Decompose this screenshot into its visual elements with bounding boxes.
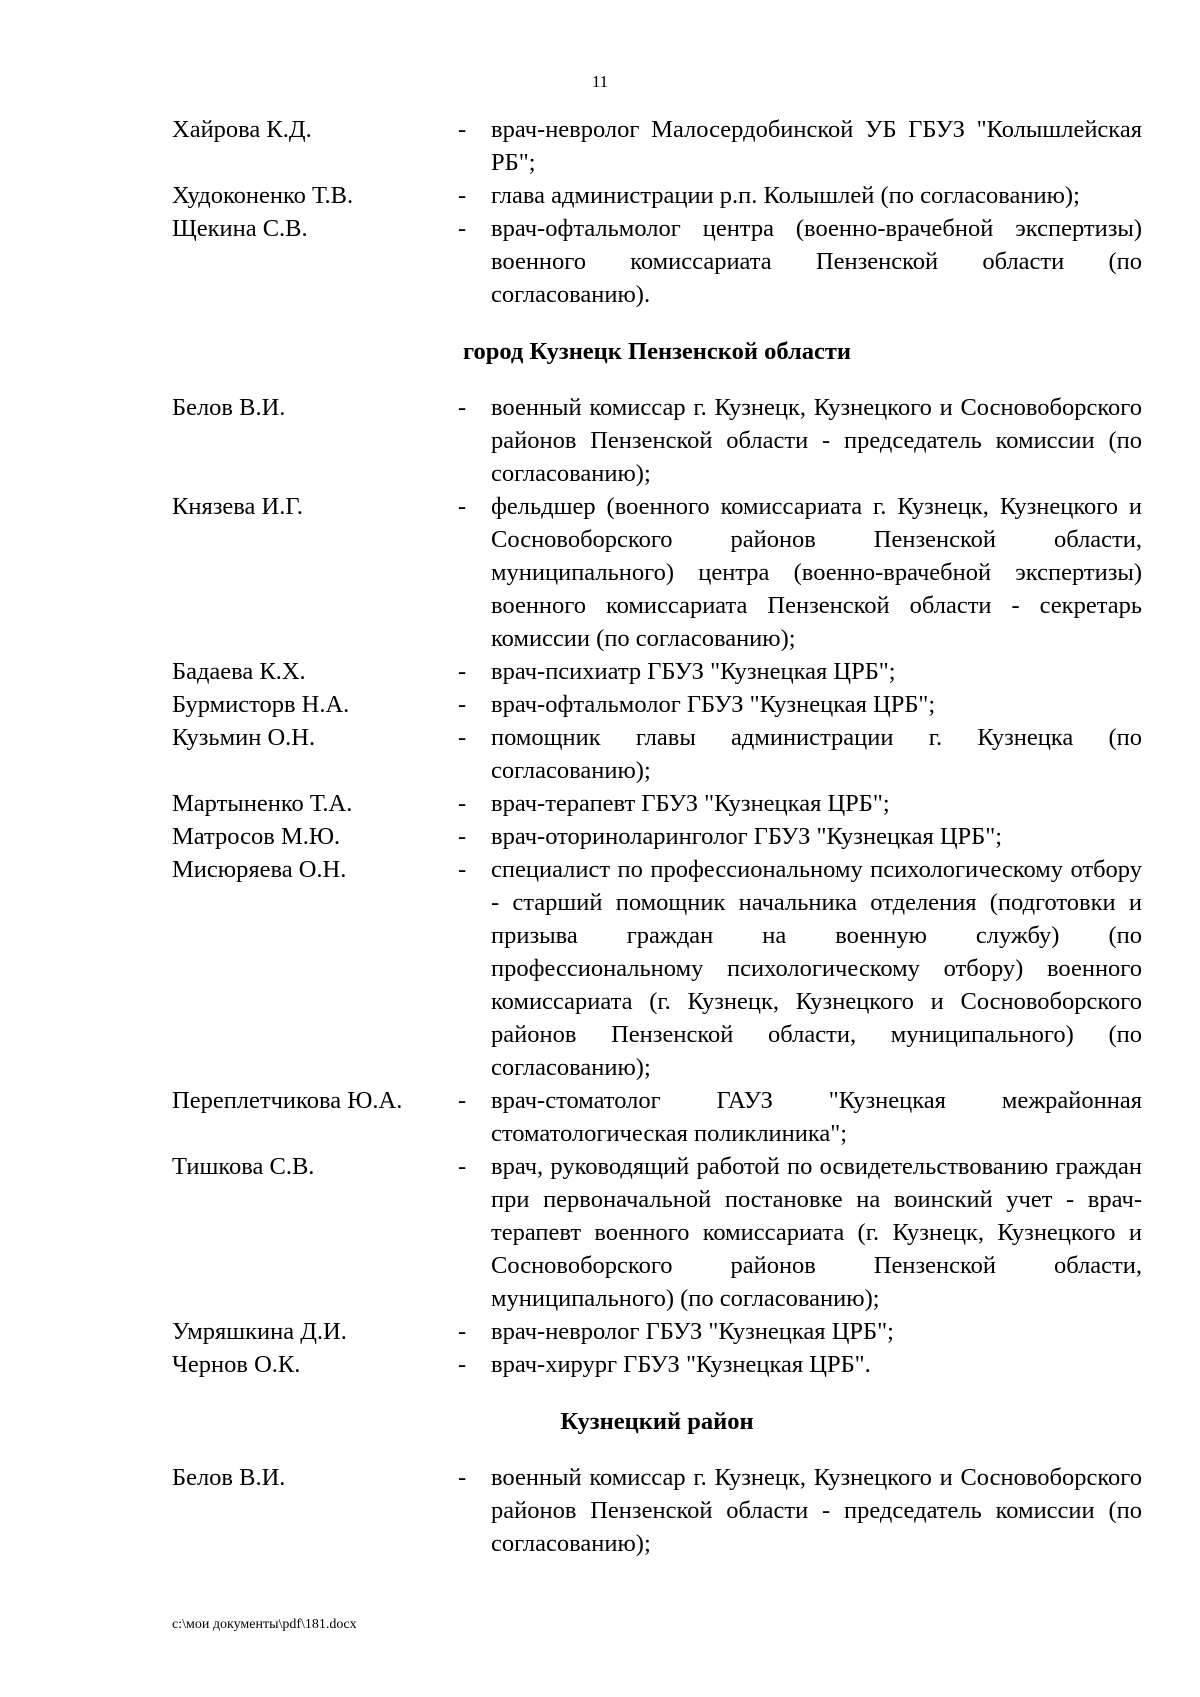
member-name: Хайрова К.Д. (172, 116, 312, 143)
section-heading: город Кузнецк Пензенской области (462, 338, 851, 365)
member-entry (172, 721, 1142, 787)
member-position: врач-офтальмолог центра (военно-врачебной экспертизы) военного комиссариата Пензенской области (по согласованию). (491, 215, 1142, 308)
dash-separator: - (458, 1087, 467, 1114)
member-name: Умряшкина Д.И. (172, 1318, 347, 1345)
member-entry (172, 853, 1142, 1084)
member-entry (172, 113, 1142, 179)
member-position: врач-оториноларинголог ГБУЗ "Кузнецкая ЦРБ"; (491, 823, 1003, 850)
dash-separator: - (458, 493, 467, 520)
member-entry (172, 212, 1142, 311)
dash-separator: - (458, 856, 467, 883)
member-name: Чернов О.К. (172, 1351, 301, 1378)
member-name: Мартыненко Т.А. (172, 790, 353, 817)
member-position: помощник главы администрации г. Кузнецка (по согласованию); (491, 724, 1142, 784)
page-number: 11 (591, 72, 609, 91)
dash-separator: - (458, 1318, 467, 1345)
member-position: военный комиссар г. Кузнецк, Кузнецкого и Сосновоборского районов Пензенской области - председатель комиссии (по согласованию); (491, 394, 1142, 487)
member-entry (172, 1150, 1142, 1315)
member-name: Худоконенко Т.В. (172, 182, 354, 209)
member-entry (172, 787, 1142, 820)
dash-separator: - (458, 823, 467, 850)
member-entry (172, 1461, 1142, 1560)
member-entry (172, 820, 1142, 853)
member-name: Тишкова С.В. (172, 1153, 315, 1180)
member-name: Кузьмин О.Н. (172, 724, 316, 751)
member-entry (172, 391, 1142, 490)
member-name: Белов В.И. (172, 394, 286, 421)
member-name: Бадаева К.Х. (172, 658, 306, 685)
member-position: врач, руководящий работой по освидетельствованию граждан при первоначальной постановке на воинский учет - врач-терапевт военного комиссариата (г. Кузнецк, Кузнецкого и Сосновоборского районов Пензенской области, муниципального) (по согласованию); (491, 1153, 1142, 1312)
member-entry (172, 1348, 1142, 1381)
dash-separator: - (458, 691, 467, 718)
dash-separator: - (458, 658, 467, 685)
dash-separator: - (458, 182, 467, 209)
member-position: врач-стоматолог ГАУЗ "Кузнецкая межрайонная стоматологическая поликлиника"; (491, 1087, 1142, 1147)
dash-separator: - (458, 116, 467, 143)
member-position: врач-невролог ГБУЗ "Кузнецкая ЦРБ"; (491, 1318, 894, 1345)
footer-file-path: c:\мои документы\pdf\181.docx (172, 1617, 357, 1632)
member-entry (172, 1084, 1142, 1150)
dash-separator: - (458, 1464, 467, 1491)
member-name: Бурмисторв Н.А. (172, 691, 350, 718)
member-entry (172, 179, 1142, 212)
member-name: Матросов М.Ю. (172, 823, 341, 850)
dash-separator: - (458, 1153, 467, 1180)
member-name: Щекина С.В. (172, 215, 308, 242)
member-name: Белов В.И. (172, 1464, 286, 1491)
member-entry (172, 655, 1142, 688)
member-position: врач-психиатр ГБУЗ "Кузнецкая ЦРБ"; (491, 658, 896, 685)
member-position: специалист по профессиональному психологическому отбору - старший помощник начальника отделения (подготовки и призыва граждан на военную службу) (по профессиональному психологическому отбору) военного комиссариата (г. Кузнецк, Кузнецкого и Сосновоборского районов Пензенской области, муниципального) (по согласованию); (491, 856, 1142, 1081)
commission-list (172, 113, 1142, 1560)
member-entry (172, 490, 1142, 655)
member-name: Князева И.Г. (172, 493, 303, 520)
dash-separator: - (458, 790, 467, 817)
dash-separator: - (458, 215, 467, 242)
section-heading: Кузнецкий район (560, 1408, 754, 1435)
member-position: врач-хирург ГБУЗ "Кузнецкая ЦРБ". (491, 1351, 871, 1378)
member-position: врач-невролог Малосердобинской УБ ГБУЗ "Колышлейская РБ"; (491, 116, 1142, 176)
member-entry (172, 1315, 1142, 1348)
member-position: врач-терапевт ГБУЗ "Кузнецкая ЦРБ"; (491, 790, 890, 817)
member-position: глава администрации р.п. Колышлей (по согласованию); (491, 182, 1080, 209)
dash-separator: - (458, 1351, 467, 1378)
dash-separator: - (458, 724, 467, 751)
member-entry (172, 688, 1142, 721)
member-position: врач-офтальмолог ГБУЗ "Кузнецкая ЦРБ"; (491, 691, 936, 718)
member-position: фельдшер (военного комиссариата г. Кузнецк, Кузнецкого и Сосновоборского районов Пензенской области, муниципального) центра (военно-врачебной экспертизы) военного комиссариата Пензенской области - секретарь комиссии (по согласованию); (491, 493, 1142, 652)
dash-separator: - (458, 394, 467, 421)
member-position: военный комиссар г. Кузнецк, Кузнецкого и Сосновоборского районов Пензенской области - председатель комиссии (по согласованию); (491, 1464, 1142, 1557)
member-name: Переплетчикова Ю.А. (172, 1087, 403, 1114)
member-name: Мисюряева О.Н. (172, 856, 347, 883)
